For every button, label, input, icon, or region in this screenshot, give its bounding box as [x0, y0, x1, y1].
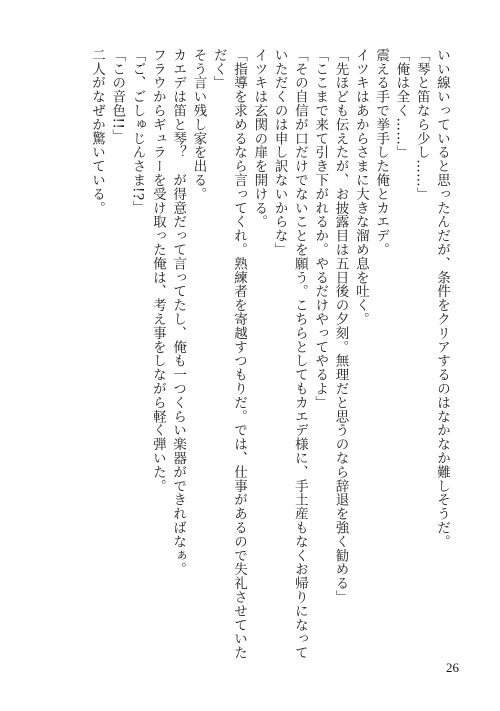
text-line: フラウからギュラーを受け取った俺は、考え事をしながら軽く弾いた。	[149, 48, 166, 493]
text-line: イツキはあからさまに大きな溜め息を吐く。	[352, 48, 369, 326]
text-line: 「その自信が口だけでないことを願う。こちらとしてもカエデ様に、手土産もなくお帰りになって	[291, 48, 308, 660]
text-line: だく」	[210, 48, 227, 90]
text-line: 「ご、ごしゅじんさま!?」	[129, 48, 146, 215]
text-line: イツキは玄関の扉を開ける。	[251, 48, 268, 229]
text-line: 「この音色!!」	[109, 48, 126, 144]
text-line: 「俺は全く……」	[393, 48, 410, 160]
body-text	[87, 48, 452, 660]
text-line: 二人がなぜか驚いている。	[88, 48, 105, 215]
text-line: そう言い残し家を出る。	[190, 48, 207, 201]
page-number: 26	[446, 660, 459, 675]
text-line: 「ここまで来て引き下がれるか。やるだけやってやるよ」	[312, 48, 329, 410]
text-line: いい線いっていると思ったんだが、条件をクリアするのはなかなか難しそうだ。	[434, 48, 450, 549]
text-line: 「先ほども伝えたが、お披露目は五日後の夕刻。無理だと思うのなら辞退を強く勧める」	[332, 48, 349, 604]
text-line: 「指導を求めるなら言ってくれ。熟練者を寄越すつもりだ。では、仕事があるので失礼させていた	[231, 48, 248, 660]
text-line: 震える手で挙手した俺とカエデ。	[373, 48, 390, 257]
text-line: いただくのは申し訳ないからな」	[271, 48, 288, 257]
text-line: 「琴と笛なら少し……」	[413, 48, 430, 201]
text-line: カエデは笛と琴？ が得意だって言ってたし、俺も一つくらい楽器ができればなぁ。	[170, 48, 187, 577]
